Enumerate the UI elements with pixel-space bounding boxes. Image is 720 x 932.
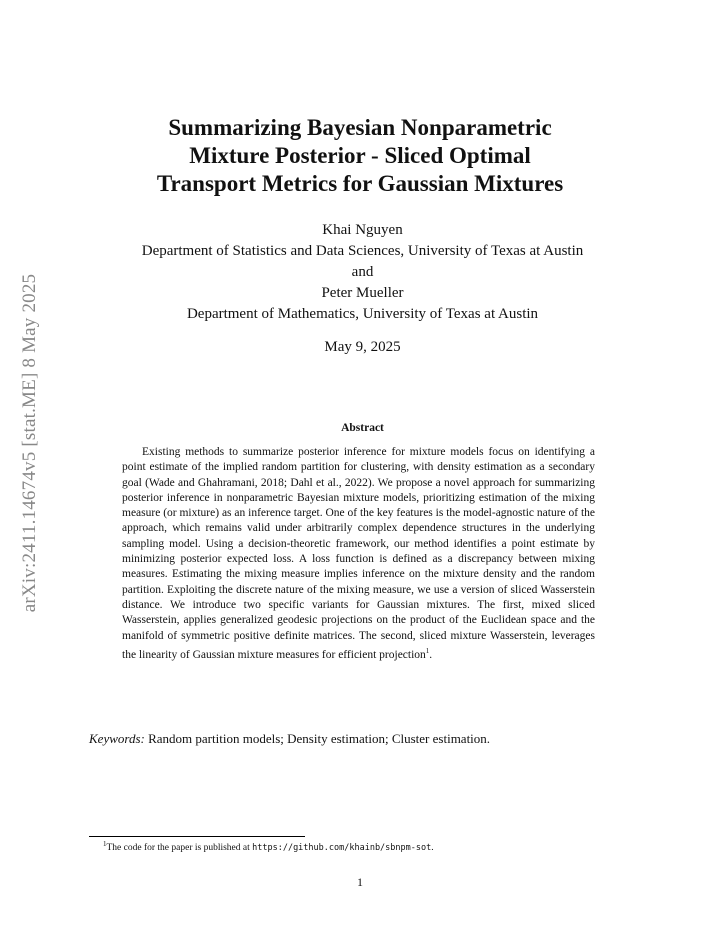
author-2: Peter Mueller (321, 285, 404, 301)
abstract-body (122, 445, 595, 663)
author-1: Khai Nguyen (322, 222, 403, 238)
title-line-2: Mixture Posterior - Sliced Optimal (189, 143, 531, 168)
keywords (89, 731, 649, 747)
footnote-url-link[interactable]: https://github.com/khainb/sbnpm-sot (252, 843, 432, 854)
paper-date: May 9, 2025 (324, 339, 401, 355)
abstract-end: . (429, 648, 433, 661)
author-and: and (351, 264, 374, 280)
author-block (80, 220, 645, 325)
paper-title (90, 114, 630, 198)
title-line-3: Transport Metrics for Gaussian Mixtures (156, 171, 564, 196)
footnote-mark: 1 (103, 840, 107, 848)
arxiv-id-label: arXiv:2411.14674v5 [stat.ME] 8 May 2025 (19, 273, 40, 613)
footnote-end: . (431, 843, 434, 854)
affiliation-1: Department of Statistics and Data Sciences, University of Texas at Austin (141, 243, 584, 259)
footnote-text: The code for the paper is published at (106, 843, 253, 854)
affiliation-2: Department of Mathematics, University of Texas at Austin (186, 306, 539, 322)
page-number: 1 (357, 875, 363, 889)
title-line-1: Summarizing Bayesian Nonparametric (168, 115, 552, 140)
footnote-rule (89, 836, 305, 837)
keywords-text: Random partition models; Density estimation; Cluster estimation. (144, 731, 491, 746)
arxiv-sidebar (8, 238, 52, 648)
abstract-heading: Abstract (341, 422, 384, 434)
abstract-footnote-mark[interactable]: 1 (425, 646, 430, 655)
abstract-text: Existing methods to summarize posterior inference for mixture models focus on identifying a point estimate of the implied random partition for clustering, with density estimation as a secondary goal (Wade and Ghahramani, 2018; Dahl et al., 2022). We propose a novel approach for summarizing posterior inference in nonparametric Bayesian mixture models, prioritizing estimation of the mixing measure (or mixture) as an inference target. One of the key features is the model-agnostic nature of the approach, which remains valid under arbitrarily complex dependence structures in the underlying sampling model. Using a decision-theoretic framework, our method identifies a point estimate by minimizing posterior expected loss. A loss function is defined as a discrepancy between mixing measures. Estimating the mixing measure implies inference on the mixture density and the random partition. Exploiting the discrete nature of the mixing measure, we use a version of sliced Wasserstein distance. We introduce two specific variants for Gaussian mixtures. The first, mixed sliced Wasserstein, applies generalized geodesic projections on the product of the Euclidean space and the manifold of symmetric positive definite matrices. The second, sliced mixture Wasserstein, leverages the linearity of Gaussian mixture measures for efficient projection (122, 446, 596, 661)
footnote (103, 840, 643, 853)
keywords-label: Keywords: (89, 731, 145, 746)
